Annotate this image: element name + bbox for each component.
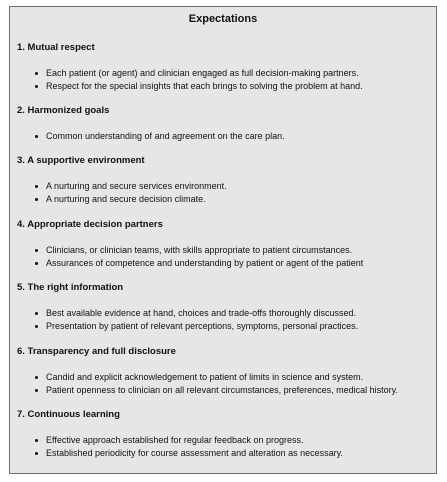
bullet-list <box>10 307 436 333</box>
expectations-box <box>9 6 437 474</box>
bullet-text: Best available evidence at hand, choices and trade-offs thoroughly discussed. <box>46 308 357 318</box>
bullet-item <box>10 434 436 447</box>
bullet-text: A nurturing and secure services environment. <box>46 181 227 191</box>
bullet-item <box>10 67 436 80</box>
bullet-list <box>10 244 436 270</box>
bullet-text: Each patient (or agent) and clinician engaged as full decision-making partners. <box>46 68 359 78</box>
bullet-item <box>10 320 436 333</box>
bullet-text: Established periodicity for course assessment and alteration as necessary. <box>46 448 343 458</box>
bullet-item <box>10 130 436 143</box>
bullet-text: Respect for the special insights that each brings to solving the problem at hand. <box>46 81 363 91</box>
bullet-dot-icon <box>35 262 38 265</box>
bullet-dot-icon <box>35 185 38 188</box>
bullet-text: Candid and explicit acknowledgement to patient of limits in science and system. <box>46 372 364 382</box>
bullet-dot-icon <box>35 72 38 75</box>
bullet-text: Effective approach established for regular feedback on progress. <box>46 435 304 445</box>
bullet-text: Clinicians, or clinician teams, with skills appropriate to patient circumstances. <box>46 245 353 255</box>
bullet-dot-icon <box>35 135 38 138</box>
bullet-dot-icon <box>35 85 38 88</box>
bullet-text: Common understanding of and agreement on the care plan. <box>46 131 285 141</box>
bullet-dot-icon <box>35 452 38 455</box>
bullet-list <box>10 371 436 397</box>
bullet-text: A nurturing and secure decision climate. <box>46 194 206 204</box>
bullet-dot-icon <box>35 325 38 328</box>
bullet-list <box>10 67 436 93</box>
section-heading: 3. A supportive environment <box>17 155 145 166</box>
bullet-dot-icon <box>35 376 38 379</box>
document-title: Expectations <box>188 13 258 25</box>
bullet-dot-icon <box>35 439 38 442</box>
bullet-text: Assurances of competence and understanding by patient or agent of the patient <box>46 258 364 268</box>
bullet-list <box>10 180 436 206</box>
bullet-item <box>10 80 436 93</box>
bullet-dot-icon <box>35 389 38 392</box>
section-heading: 1. Mutual respect <box>17 42 95 53</box>
section-heading: 4. Appropriate decision partners <box>17 219 163 230</box>
bullet-list <box>10 130 436 143</box>
section-heading: 2. Harmonized goals <box>17 105 110 116</box>
bullet-dot-icon <box>35 198 38 201</box>
bullet-dot-icon <box>35 312 38 315</box>
bullet-item <box>10 244 436 257</box>
bullet-item <box>10 371 436 384</box>
bullet-item <box>10 180 436 193</box>
bullet-item <box>10 307 436 320</box>
bullet-item <box>10 257 436 270</box>
section-heading: 5. The right information <box>17 282 124 293</box>
bullet-text: Patient openness to clinician on all relevant circumstances, preferences, medical history. <box>46 385 399 395</box>
bullet-list <box>10 434 436 460</box>
bullet-item <box>10 384 436 397</box>
section-heading: 6. Transparency and full disclosure <box>17 346 176 357</box>
section-heading: 7. Continuous learning <box>17 409 120 420</box>
bullet-item <box>10 193 436 206</box>
bullet-text: Presentation by patient of relevant perceptions, symptoms, personal practices. <box>46 321 359 331</box>
bullet-item <box>10 447 436 460</box>
bullet-dot-icon <box>35 249 38 252</box>
